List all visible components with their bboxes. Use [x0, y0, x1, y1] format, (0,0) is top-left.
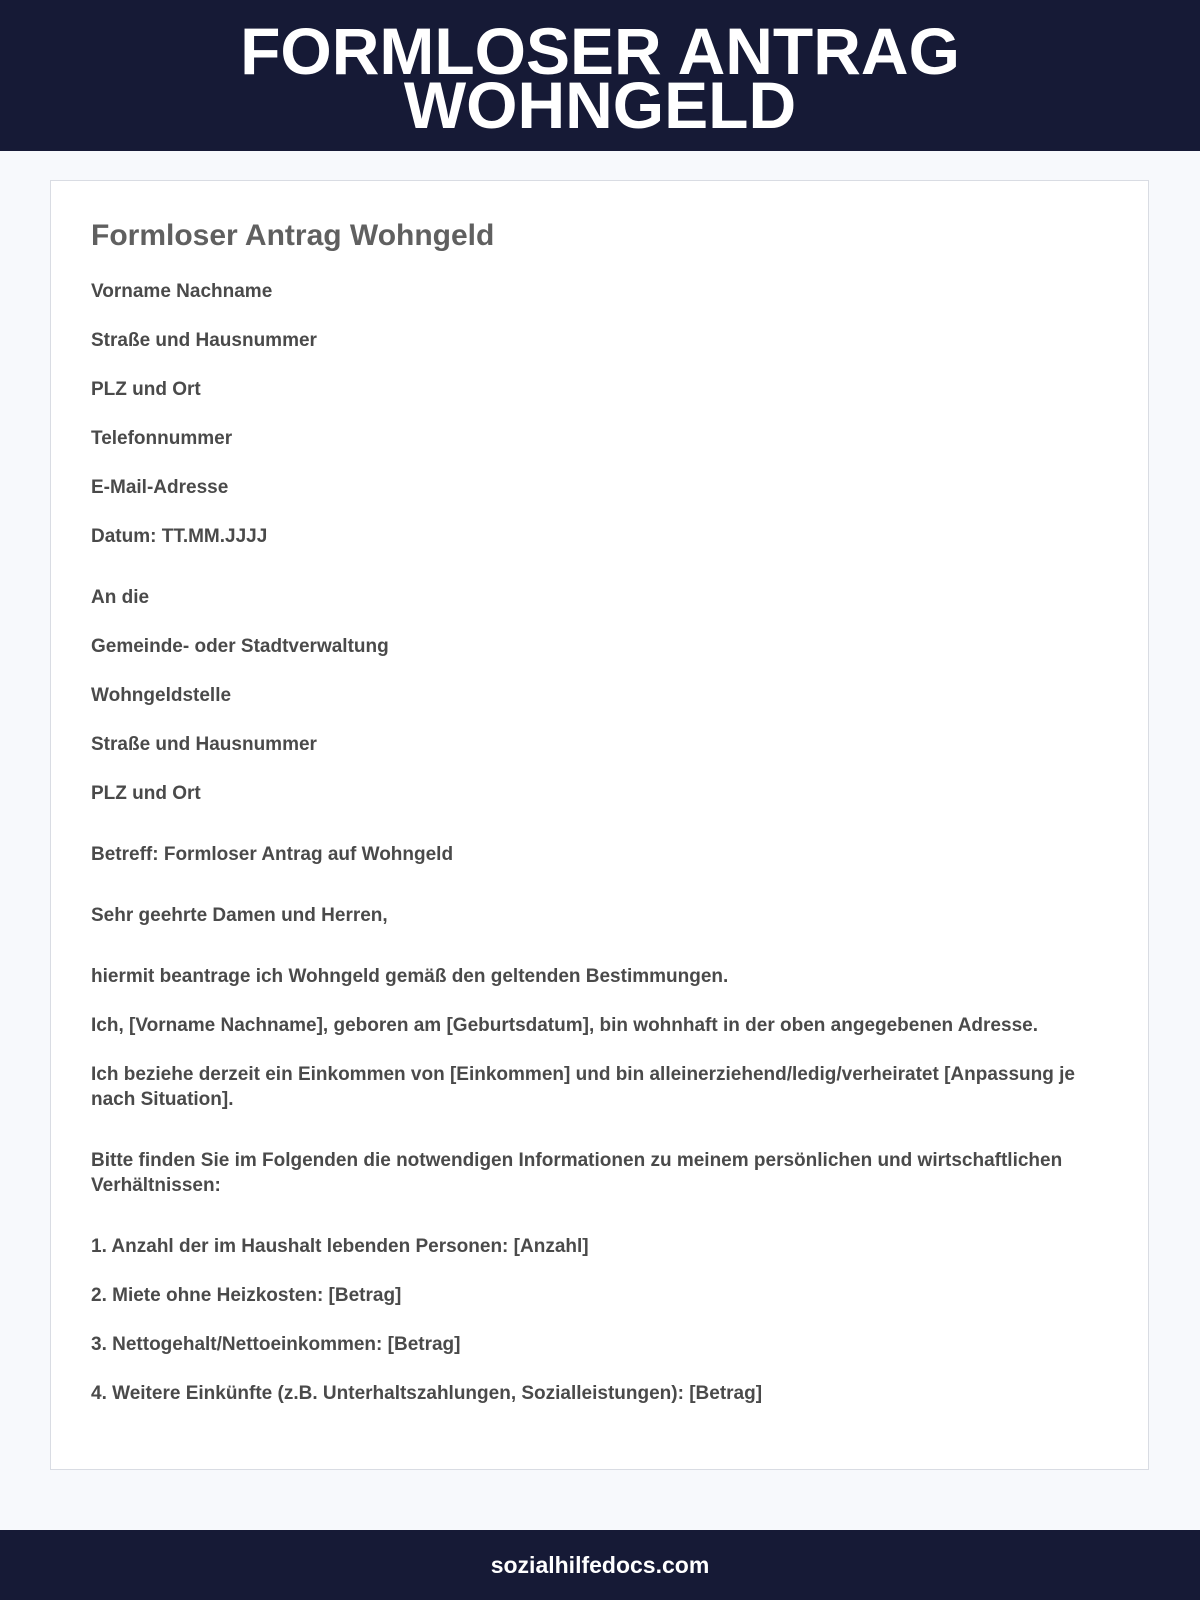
recipient-city: PLZ und Ort [91, 783, 201, 804]
letter-date: Datum: TT.MM.JJJJ [91, 526, 268, 547]
document-title: Formloser Antrag Wohngeld [91, 219, 495, 252]
list-item: 3. Nettogehalt/Nettoeinkommen: [Betrag] [91, 1334, 461, 1355]
recipient-authority: Gemeinde- oder Stadtverwaltung [91, 636, 389, 657]
footer-banner [0, 1530, 1200, 1600]
list-item: 1. Anzahl der im Haushalt lebenden Personen: [Anzahl] [91, 1236, 589, 1257]
sender-email: E-Mail-Adresse [91, 477, 229, 498]
list-item: 2. Miete ohne Heizkosten: [Betrag] [91, 1285, 402, 1306]
letter-salutation: Sehr geehrte Damen und Herren, [91, 905, 388, 926]
sender-street: Straße und Hausnummer [91, 330, 317, 351]
letter-subject: Betreff: Formloser Antrag auf Wohngeld [91, 844, 454, 865]
footer-site-link[interactable]: sozialhilfedocs.com [490, 1551, 710, 1578]
body-paragraph: Ich beziehe derzeit ein Einkommen von [Einkommen] und bin alleinerziehend/ledig/verheiratet [Anpassung je nach Situation]. [91, 1064, 1075, 1110]
recipient-department: Wohngeldstelle [91, 685, 232, 706]
sender-name: Vorname Nachname [91, 281, 273, 302]
document-card [50, 180, 1149, 1470]
body-paragraph: Ich, [Vorname Nachname], geboren am [Geburtsdatum], bin wohnhaft in der oben angegebenen Adresse. [91, 1015, 1038, 1036]
list-item: 4. Weitere Einkünfte (z.B. Unterhaltszahlungen, Sozialleistungen): [Betrag] [91, 1383, 763, 1404]
recipient-street: Straße und Hausnummer [91, 734, 317, 755]
sender-city: PLZ und Ort [91, 379, 201, 400]
top-banner [0, 0, 1200, 151]
recipient-to: An die [91, 587, 150, 608]
page-title: FORMLOSER ANTRAG WOHNGELD [240, 13, 960, 142]
sender-phone: Telefonnummer [91, 428, 233, 449]
body-paragraph: hiermit beantrage ich Wohngeld gemäß den geltenden Bestimmungen. [91, 966, 729, 987]
body-paragraph: Bitte finden Sie im Folgenden die notwendigen Informationen zu meinem persönlichen und wirtschaftlichen Verhältnissen: [91, 1150, 1063, 1196]
